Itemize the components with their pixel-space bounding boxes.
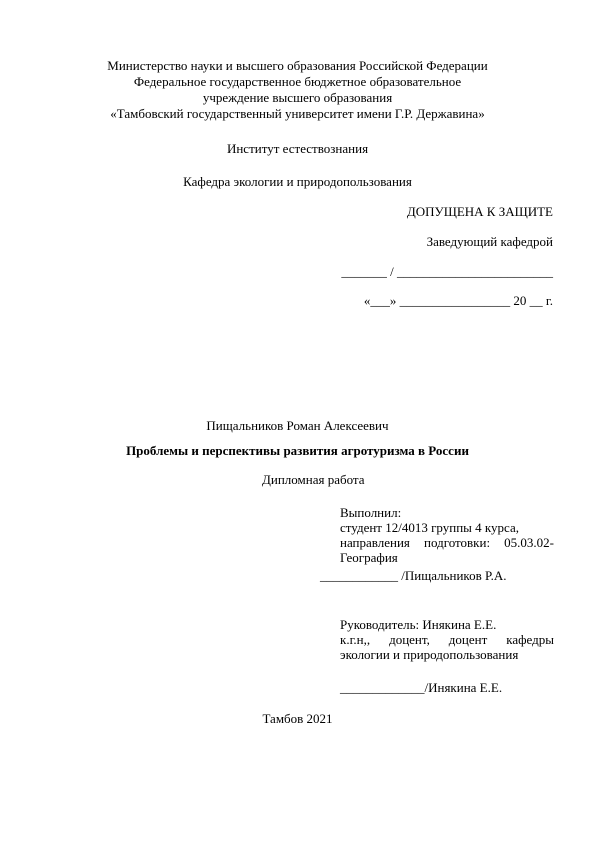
- supervisor-line-1: к.г.н,, доцент, доцент кафедры: [340, 632, 554, 647]
- performer-signature: ____________ /Пищальников Р.А.: [320, 568, 507, 583]
- work-type: Дипломная работа: [262, 472, 365, 487]
- performer-line-3: География: [340, 550, 398, 565]
- institution-line-1: Федеральное государственное бюджетное образовательное: [133, 74, 462, 89]
- supervisor-signature: _____________/Инякина Е.Е.: [340, 680, 503, 695]
- author-name: Пищальников Роман Алексеевич: [206, 418, 389, 433]
- institution-line-2: учреждение высшего образования: [202, 90, 393, 105]
- performer-label: Выполнил:: [340, 505, 402, 520]
- performer-line-2: направления подготовки: 05.03.02-: [340, 535, 554, 550]
- approval-title: ДОПУЩЕНА К ЗАЩИТЕ: [406, 204, 553, 219]
- head-of-department: Заведующий кафедрой: [426, 234, 553, 249]
- performer-line-1: студент 12/4013 группы 4 курса,: [340, 520, 519, 535]
- institute-name: Институт естествознания: [226, 141, 369, 156]
- ministry-line: Министерство науки и высшего образования Российской Федерации: [107, 58, 488, 73]
- approval-signature-line: _______ / ________________________: [341, 264, 553, 279]
- supervisor-label: Руководитель: Инякина Е.Е.: [340, 617, 497, 632]
- city-year: Тамбов 2021: [262, 711, 333, 726]
- performer-block: [340, 505, 554, 565]
- university-name: «Тамбовский государственный университет имени Г.Р. Державина»: [110, 106, 485, 121]
- department-name: Кафедра экологии и природопользования: [183, 174, 412, 189]
- supervisor-line-2: экологии и природопользования: [340, 647, 519, 662]
- supervisor-block: [340, 617, 554, 662]
- approval-date-line: «___» _________________ 20 __ г.: [363, 293, 553, 308]
- thesis-title: Проблемы и перспективы развития агротуризма в России: [126, 443, 469, 458]
